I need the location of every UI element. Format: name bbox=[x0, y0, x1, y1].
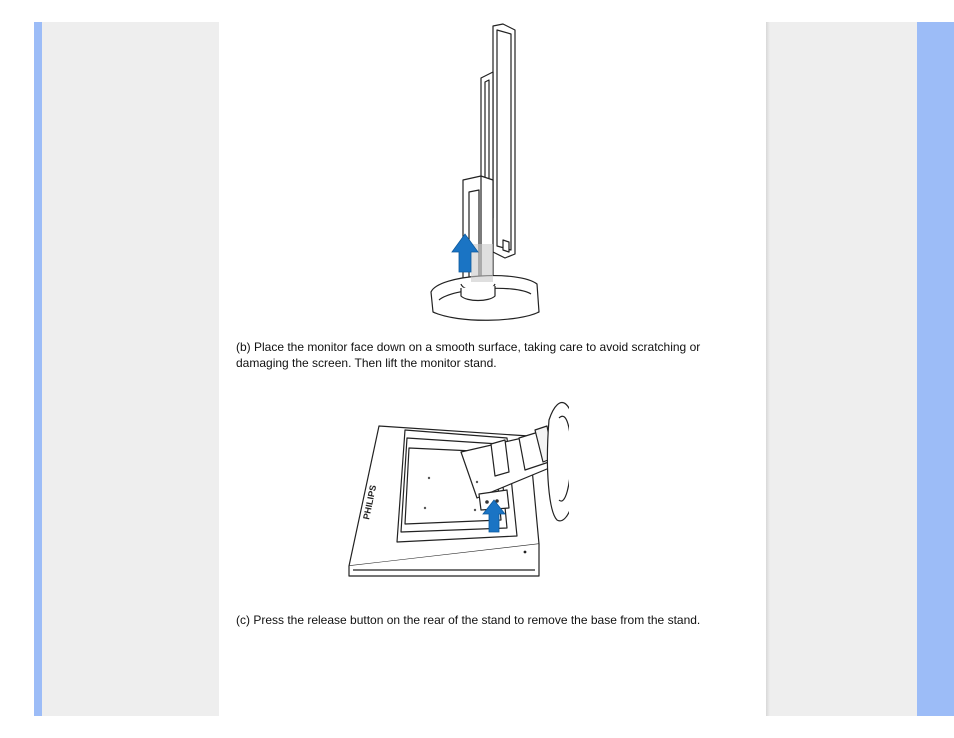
right-sidebar-shadow bbox=[766, 22, 770, 716]
left-sidebar bbox=[42, 22, 219, 716]
main-content bbox=[219, 22, 766, 716]
monitor-face-down-illustration bbox=[339, 390, 569, 590]
brand-logo: PHILIPS bbox=[361, 484, 379, 521]
left-accent-bar bbox=[34, 22, 42, 716]
right-sidebar bbox=[766, 22, 917, 716]
step-b-instruction: (b) Place the monitor face down on a smooth surface, taking care to avoid scratching or damaging the screen. Then lift the monitor stand. bbox=[236, 340, 701, 370]
step-c-instruction: (c) Press the release button on the rear of the stand to remove the base from the stand. bbox=[236, 613, 701, 627]
right-accent-bar bbox=[917, 22, 954, 716]
monitor-side-view-illustration bbox=[419, 22, 549, 327]
